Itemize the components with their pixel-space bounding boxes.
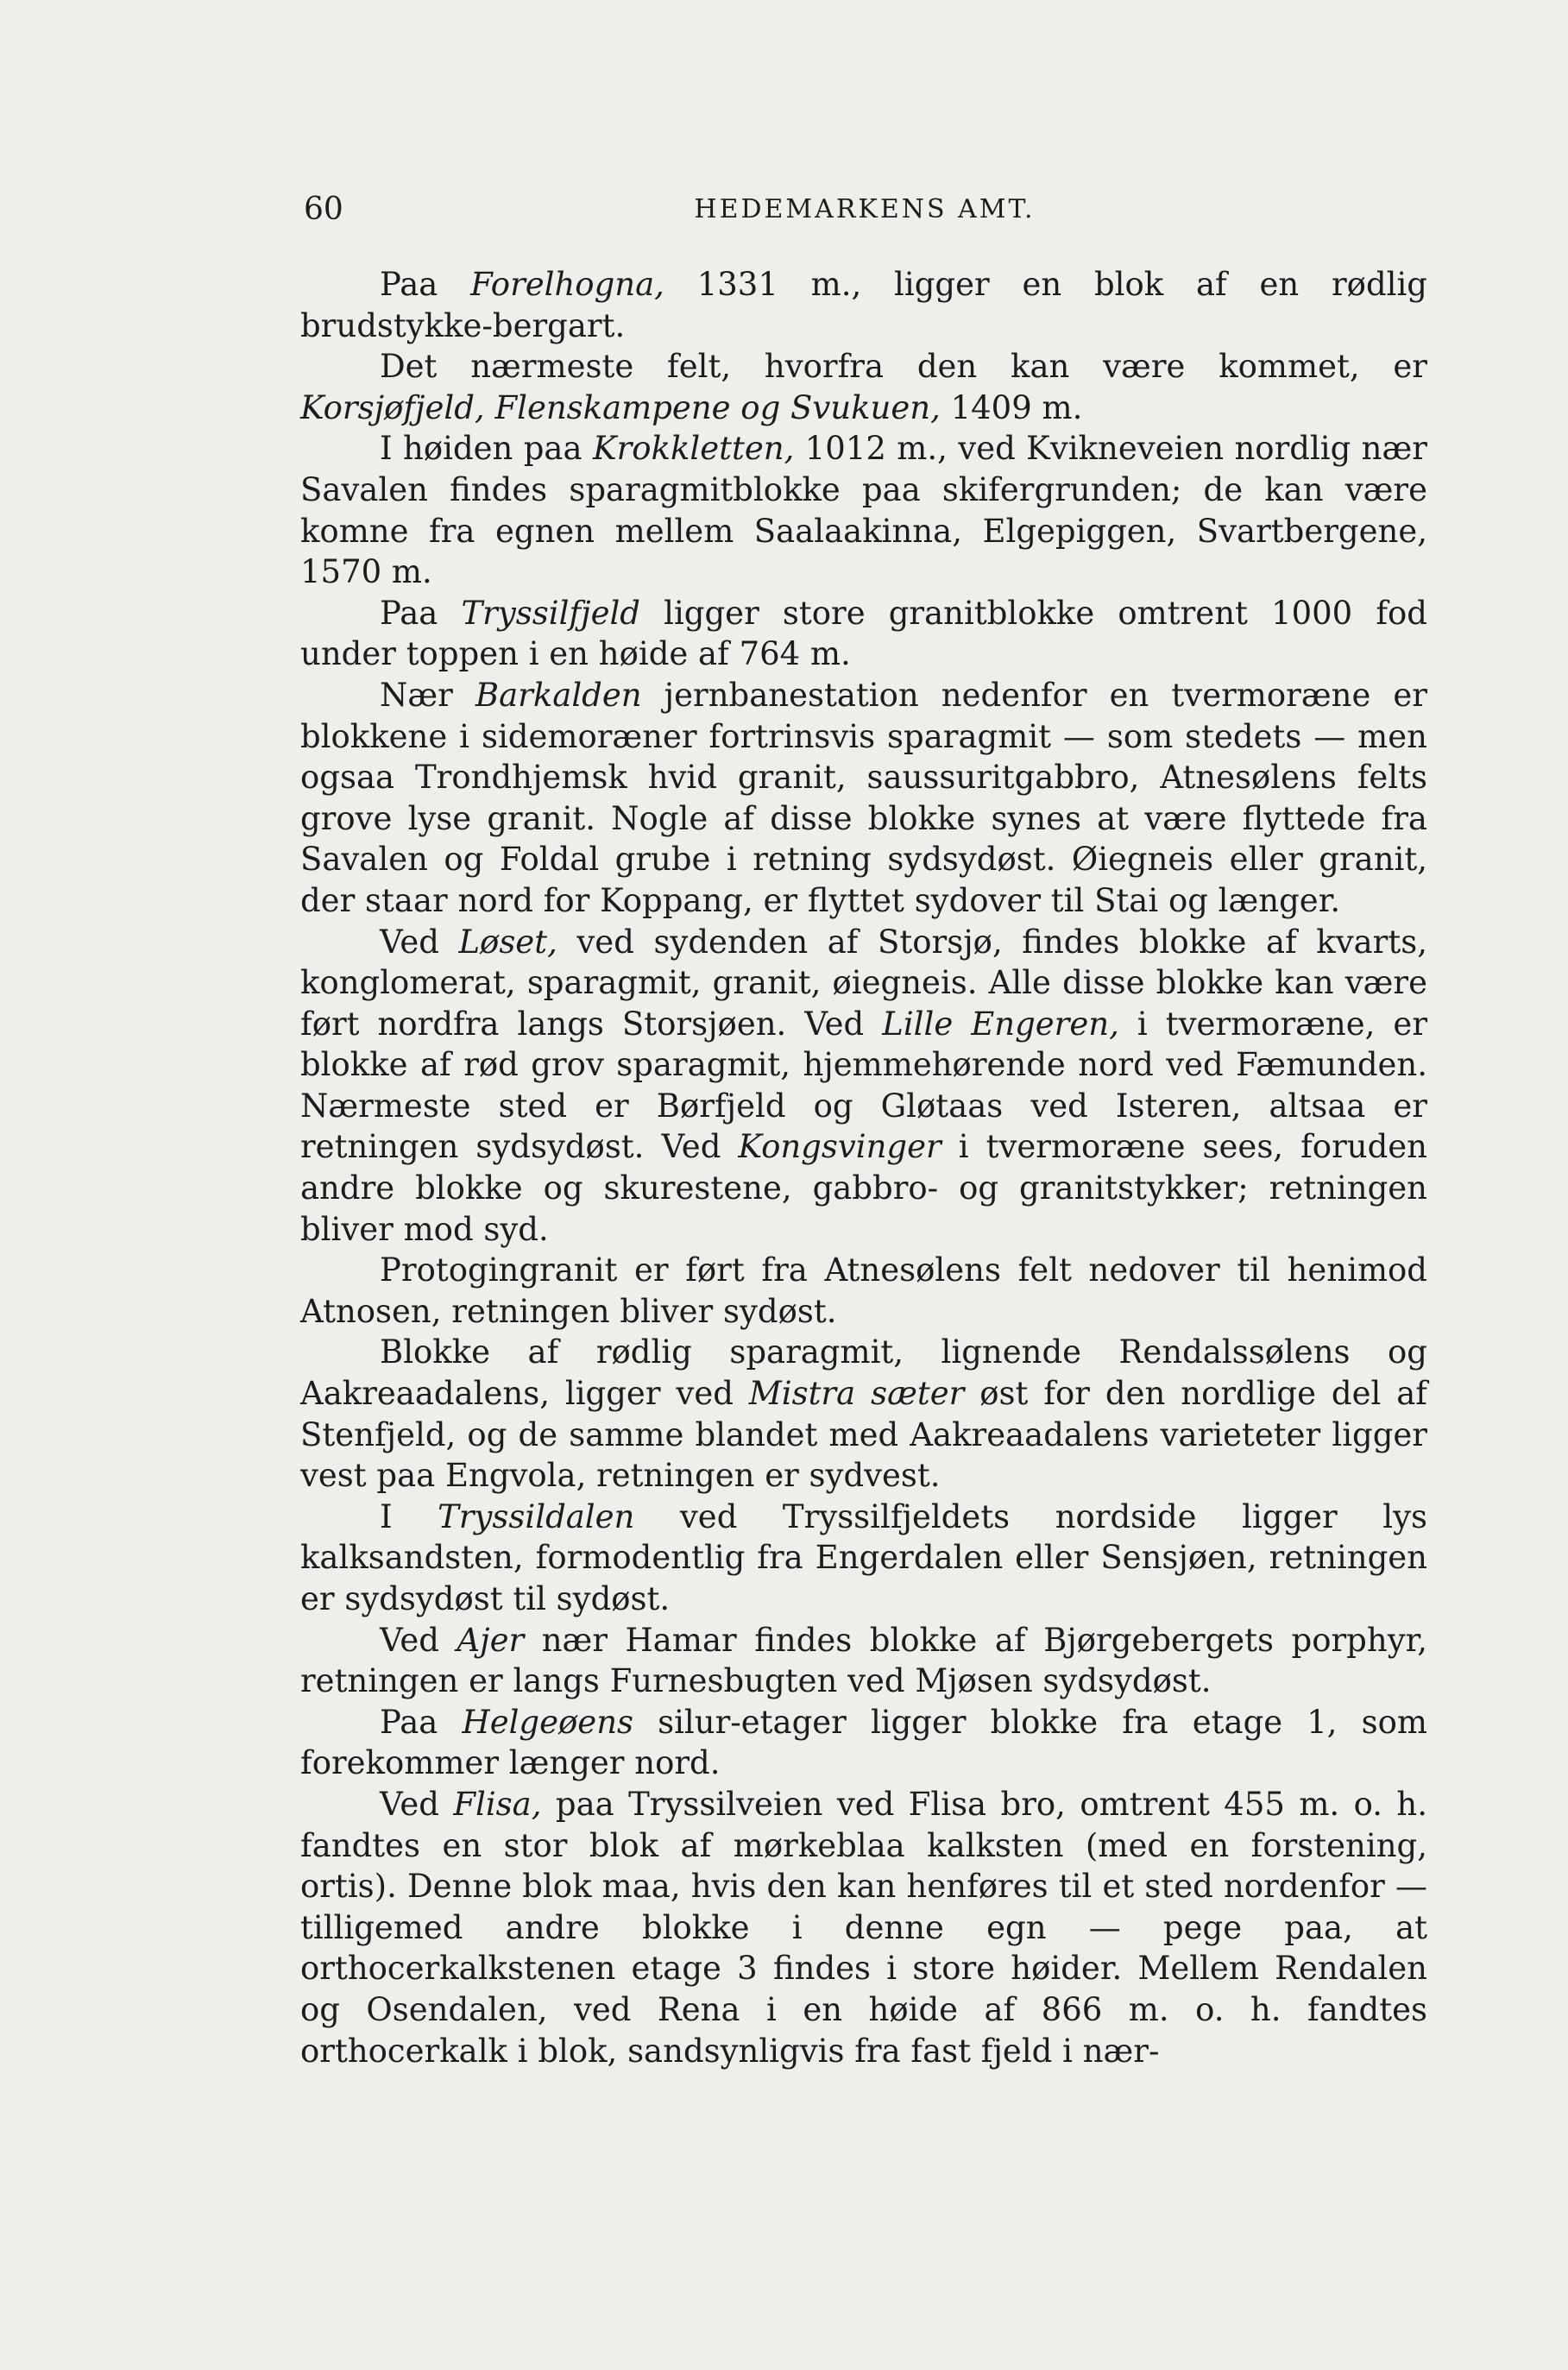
italic-text-run: Krokkletten, [592,430,795,468]
text-run: Paa [380,1703,463,1741]
page-header [304,188,1426,231]
italic-text-run: Forelhogna, [470,266,664,303]
text-run: Det nærmeste felt, hvorfra den kan være kommet, er [380,348,1427,386]
italic-text-run: Helgeøens [462,1703,634,1741]
text-run: nær Hamar findes blokke af Bjørgebergets porphyr, retningen er langs Furnesbugten ved Mjøsen sydsydøst. [300,1621,1427,1700]
text-run: 1331 m., ligger en blok af en rødlig brudstykke-bergart. [300,266,1427,344]
text-run: Paa [380,594,462,632]
italic-text-run: Løset, [458,923,557,961]
text-run: ved sydenden af Storsjø, findes blokke af kvarts, konglomerat, sparagmit, granit, øiegneis. Alle disse blokke kan være ført nordfra langs Storsjøen. Ved [300,923,1427,1043]
paragraph [300,675,1427,922]
text-run: Paa [380,266,471,303]
paragraph [300,1497,1427,1620]
paragraph [300,593,1427,675]
italic-text-run: Lille Engeren, [882,1005,1119,1043]
italic-text-run: Korsjøfjeld, Flenskampene og Svukuen, [300,388,941,426]
paragraph [300,264,1427,346]
paragraph [300,346,1427,428]
text-run: paa Tryssilveien ved Flisa bro, omtrent 455 m. o. h. fandtes en stor blok af mørkeblaa kalksten (med en forstening, ortis). Denne blok maa, hvis den kan henføres til et sted nordenfor — tilligemed andre blokke i denne egn — pege paa, at orthocerkalkstenen etage 3 findes i store høider. Mellem Rendalen og Osendalen, ved Rena i en høide af 866 m. o. h. fandtes orthocerkalk i blok, sandsynligvis fra fast fjeld i nær- [300,1785,1427,2070]
page-number: 60 [304,192,343,227]
paragraph [300,1784,1427,2071]
text-run: ligger store granitblokke omtrent 1000 fod under toppen i en høide af 764 m. [300,594,1427,673]
text-run: Nær [380,676,475,714]
italic-text-run: Barkalden [475,676,642,714]
paragraph [300,1702,1427,1784]
text-run: i tvermoræne, er blokke af rød grov sparagmit, hjemmehørende nord ved Fæmunden. Nærmeste sted er Børfjeld og Gløtaas ved Isteren, altsaa er retningen sydsydøst. Ved [300,1005,1428,1166]
text-run: I høiden paa [380,430,593,468]
paragraph [300,428,1427,592]
text-run: 1409 m. [940,388,1083,426]
italic-text-run: Kongsvinger [738,1128,941,1166]
text-run: I [380,1497,438,1535]
italic-text-run: Ajer [457,1621,525,1659]
text-run: jernbanestation nedenfor en tvermoræne er blokkene i sidemoræner fortrinsvis sparagmit — som stedets — men ogsaa Trondhjemsk hvid granit, saussuritgabbro, Atnesølens felts grove lyse granit. Nogle af disse blokke synes at være flyttede fra Savalen og Foldal grube i retning sydsydøst. Øiegneis eller granit, der staar nord for Koppang, er flyttet sydover til Stai og længer. [300,676,1427,919]
italic-text-run: Tryssildalen [438,1497,635,1535]
running-head: HEDEMARKENS AMT. [694,194,1036,224]
text-run: Ved [380,1621,457,1659]
body-text [300,264,1427,2071]
text-run: i tvermoræne sees, foruden andre blokke og skurestene, gabbro- og granitstykker; retningen bliver mod syd. [300,1128,1427,1248]
text-run: Ved [380,1785,454,1823]
italic-text-run: Flisa, [453,1785,542,1823]
text-run: øst for den nordlige del af Stenfjeld, og de samme blandet med Aakreaadalens varieteter ligger vest paa Engvola, retningen er sydvest. [300,1375,1427,1495]
text-run: Blokke af rødlig sparagmit, lignende Rendalssølens og Aakreaadalens, ligger ved [300,1333,1427,1413]
paragraph [300,1250,1427,1332]
italic-text-run: Mistra sæter [748,1375,965,1413]
text-run: ved Tryssilfjeldets nordside ligger lys kalksandsten, formodentlig fra Engerdalen eller Sensjøen, retningen er sydsydøst til sydøst. [300,1497,1427,1617]
italic-text-run: Tryssilfjeld [461,594,640,632]
text-run: 1012 m., ved Kvikneveien nordlig nær Savalen findes sparagmitblokke paa skifergrunden; de kan være komne fra egnen mellem Saalaakinna, Elgepiggen, Svartbergene, 1570 m. [300,430,1427,591]
text-run: silur-etager ligger blokke fra etage 1, som forekommer længer nord. [300,1703,1427,1782]
paragraph [300,1332,1427,1496]
text-run: Protogingranit er ført fra Atnesølens felt nedover til henimod Atnosen, retningen bliver sydøst. [300,1251,1427,1330]
paragraph [300,922,1427,1251]
text-run: Ved [380,923,459,961]
paragraph [300,1620,1427,1702]
